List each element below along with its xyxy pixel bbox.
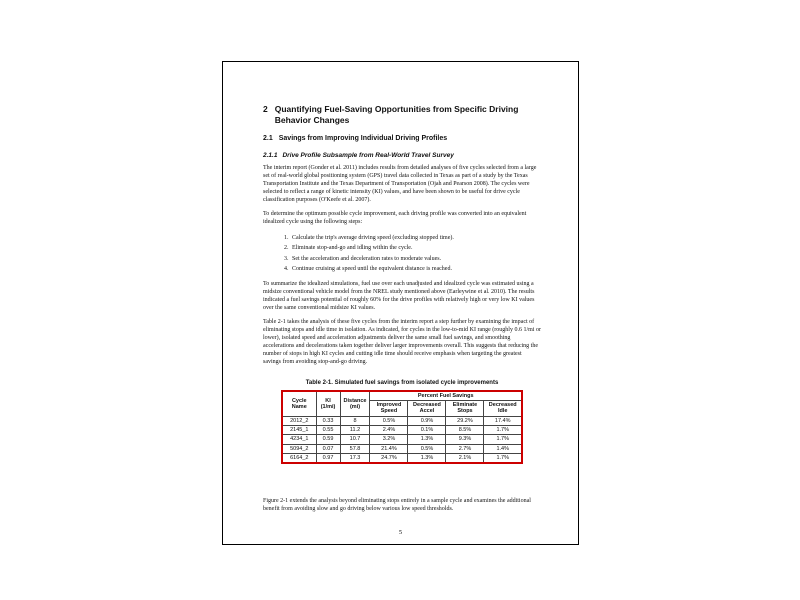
table-cell: 0.97 — [316, 454, 340, 464]
table-cell: 0.5% — [370, 416, 408, 425]
list-item: 4. Continue cruising at speed until the equivalent distance is reached. — [290, 264, 541, 274]
table-header — [282, 391, 522, 416]
table-cell: 0.9% — [408, 416, 446, 425]
section-number: 2 — [263, 104, 268, 114]
table-cell: 1.7% — [484, 454, 522, 464]
subsection-title: Savings from Improving Individual Driving Profiles — [278, 135, 448, 143]
table-cell: 2.1% — [446, 454, 484, 464]
table-cell: 3.2% — [370, 435, 408, 444]
table-cell: 1.7% — [484, 426, 522, 435]
col-header-decreased-accel: Decreased Accel — [408, 401, 446, 417]
table-cell: 57.8 — [340, 444, 370, 453]
col-header-distance: Distance (mi) — [340, 391, 370, 416]
list-item: 2. Eliminate stop-and-go and idling within the cycle. — [290, 243, 541, 253]
steps-list — [290, 233, 541, 274]
section-heading — [263, 104, 541, 125]
table-cell: 29.2% — [446, 416, 484, 425]
paragraph: Figure 2-1 extends the analysis beyond eliminating stops entirely in a sample cycle and examines the additional benefit from avoiding slow and go driving below various low speed thresholds. — [263, 498, 531, 513]
paragraph: To determine the optimum possible cycle improvement, each driving profile was converted into an equivalent idealized cycle using the following steps: — [263, 211, 527, 226]
table-cell: 1.4% — [484, 444, 522, 453]
table-cell: 1.7% — [484, 435, 522, 444]
table-cell: 10.7 — [340, 435, 370, 444]
table-cell: 0.07 — [316, 444, 340, 453]
col-header-ki: KI (1/mi) — [316, 391, 340, 416]
table-cell: 17.4% — [484, 416, 522, 425]
table-cell: 6164_2 — [282, 454, 316, 464]
table-cell: 0.55 — [316, 426, 340, 435]
table-cell: 2.7% — [446, 444, 484, 453]
paragraph: To summarize the idealized simulations, fuel use over each unadjusted and idealized cycle was estimated using a midsize conventional vehicle model from the NREL study mentioned above (Earleywine et al. 2010). The results indicated a fuel savings potential of roughly 60% for the drive profiles with relatively high or very low KI values over the same conventional midsize KI values. — [263, 280, 535, 311]
list-item: 3. Set the acceleration and deceleration rates to moderate values. — [290, 254, 541, 264]
table-cell: 1.3% — [408, 454, 446, 464]
table-cell: 0.1% — [408, 426, 446, 435]
table-cell: 17.3 — [340, 454, 370, 464]
col-header-improved-speed: Improved Speed — [370, 401, 408, 417]
table-row — [282, 444, 522, 453]
table-cell: 4234_1 — [282, 435, 316, 444]
fuel-table-body — [282, 416, 522, 463]
table-row — [282, 426, 522, 435]
section-title: Quantifying Fuel-Saving Opportunities from Specific Driving Behavior Changes — [274, 104, 519, 125]
subsection-number: 2.1 — [263, 135, 273, 143]
fuel-savings-table — [281, 390, 523, 465]
table-cell: 0.33 — [316, 416, 340, 425]
subsubsection-heading — [263, 152, 541, 160]
table-cell: 1.3% — [408, 435, 446, 444]
table-row — [282, 435, 522, 444]
subsection-heading — [263, 135, 541, 143]
table-cell: 2.4% — [370, 426, 408, 435]
table-cell: 21.4% — [370, 444, 408, 453]
paragraph: Table 2-1 takes the analysis of these five cycles from the interim report a step further by examining the impact of eliminating stops and idle time in isolation. As indicated, for cycles in the low-to-mid KI range (roughly 0.6 1/mi or lower), isolated speed and acceleration adjustments deliver the same small fuel savings, and smoothing accelerations and decelerations taken together deliver larger improvements overall. This suggests that reducing the number of stops in high KI cycles and cutting idle time should receive emphasis when targeting the greatest savings from avoiding stop-and-go driving. — [263, 318, 541, 365]
subsubsection-title: Drive Profile Subsample from Real-World Travel Survey — [282, 151, 454, 159]
col-header-eliminate-stops: Eliminate Stops — [446, 401, 484, 417]
col-header-cycle-name: Cycle Name — [282, 391, 316, 416]
table-row — [282, 416, 522, 425]
group-header-percent-fuel-savings: Percent Fuel Savings — [370, 391, 522, 401]
table-row — [282, 454, 522, 464]
paragraph: The interim report (Gonder et al. 2011) includes results from detailed analyses of five cycles selected from a large set of real-world global positioning system (GPS) travel data collected in Texas as part of a study by the Texas Transportation Institute and the Texas Department of Transportation (Ojah and Pearson 2008). The cycles were selected to reflect a range of kinetic intensity (KI) values, and have been shown to be useful for drive cycle classification purposes (O'Keefe et al. 2007). — [263, 165, 537, 204]
table-cell: 0.5% — [408, 444, 446, 453]
table-cell: 2145_1 — [282, 426, 316, 435]
table-cell: 9.3% — [446, 435, 484, 444]
document-page — [222, 61, 579, 545]
col-header-decreased-idle: Decreased Idle — [484, 401, 522, 417]
subsubsection-number: 2.1.1 — [263, 151, 278, 159]
list-item: 1. Calculate the trip's average driving speed (excluding stopped time). — [290, 233, 541, 243]
page-content — [263, 104, 541, 520]
table-caption: Table 2-1. Simulated fuel savings from isolated cycle improvements — [305, 379, 499, 386]
page-number: 5 — [398, 529, 403, 536]
table-cell: 2012_2 — [282, 416, 316, 425]
table-cell: 0.59 — [316, 435, 340, 444]
table-cell: 24.7% — [370, 454, 408, 464]
table-cell: 5094_2 — [282, 444, 316, 453]
table-cell: 8 — [340, 416, 370, 425]
table-cell: 11.2 — [340, 426, 370, 435]
table-cell: 8.5% — [446, 426, 484, 435]
